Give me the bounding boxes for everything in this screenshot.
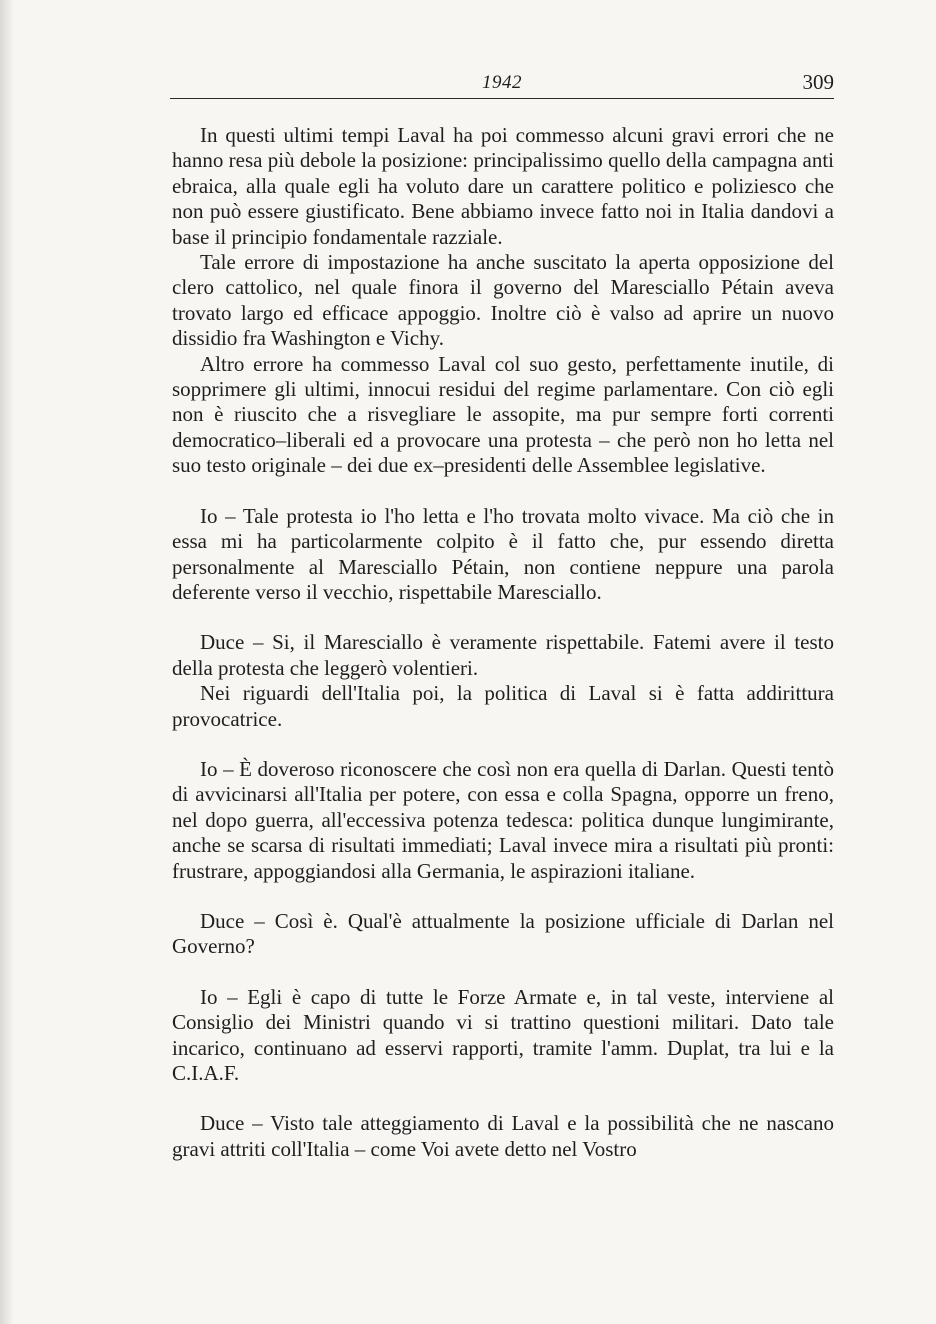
paragraph-io-armed-forces: Io – Egli è capo di tutte le Forze Armate e, in tal veste, interviene al Consiglio dei Ministri quando vi si trattino questioni militari. Dato tale incarico, continuano ad esservi rapporti, tramite l'amm. Duplat, tra lui e la C.I.A.F. <box>172 984 834 1085</box>
paragraph-clergy-opposition: Tale errore di impostazione ha anche suscitato la aperta opposizione del clero cattolico, nel quale finora il governo del Maresciallo Pétain aveva trovato largo ed efficace appoggio. Inoltre ciò è valso ad aprire un nuovo dissidio fra Washington e Vichy. <box>172 250 834 351</box>
running-head-year: 1942 <box>482 72 522 93</box>
paragraph-provocative-policy: Nei riguardi dell'Italia poi, la politica di Laval si è fatta addirittura provocatrice. <box>172 681 834 731</box>
paragraph-io-protest: Io – Tale protesta io l'ho letta e l'ho trovata molto vivace. Ma ciò che in essa mi ha particolarmente colpito è il fatto che, pur essendo diretta personalmente al Maresciallo Pétain, non contiene neppure una parola deferente verso il vecchio, rispettabile Maresciallo. <box>172 503 834 604</box>
paragraph-parliament-suppression: Altro errore ha commesso Laval col suo gesto, perfettamente inutile, di sopprimere gli ultimi, innocui residui del regime parlamentare. Con ciò egli non è riuscito che a risvegliare le assopite, ma pur sempre forti correnti democratico–liberali ed a provocare una protesta – che però non ho letta nel suo testo originale – dei due ex–presidenti delle Assemblee legislative. <box>172 351 834 478</box>
page-number: 309 <box>802 70 834 94</box>
paragraph-io-darlan: Io – È doveroso riconoscere che così non era quella di Darlan. Questi tentò di avvicinarsi all'Italia per potere, con essa e colla Spagna, opporre un freno, nel dopo guerra, all'eccessiva potenza tedesca: politica dunque lungimirante, anche se scarsa di risultati immediati; Laval invece mira a risultati più pronti: frustrare, appoggiandosi alla Germania, le aspirazioni italiane. <box>172 756 834 883</box>
body-text <box>172 123 834 1162</box>
page-edge-shadow <box>0 0 14 1324</box>
running-head <box>170 64 834 99</box>
paragraph-duce-question: Duce – Così è. Qual'è attualmente la posizione ufficiale di Darlan nel Governo? <box>172 908 834 959</box>
paragraph-duce-attitude: Duce – Visto tale atteggiamento di Laval e la possibilità che ne nascano gravi attriti coll'Italia – come Voi avete detto nel Vostro <box>172 1111 834 1161</box>
paragraph-laval-errors: In questi ultimi tempi Laval ha poi commesso alcuni gravi errori che ne hanno resa più debole la posizione: principalissimo quello della campagna anti ebraica, alla quale egli ha voluto dare un carattere politico e poliziesco che non può essere giustificato. Bene abbiamo invece fatto noi in Italia dandovi a base il principio fondamentale razziale. <box>172 123 834 249</box>
paragraph-duce-marshal: Duce – Si, il Maresciallo è veramente rispettabile. Fatemi avere il testo della protesta che leggerò volentieri. <box>172 630 834 680</box>
